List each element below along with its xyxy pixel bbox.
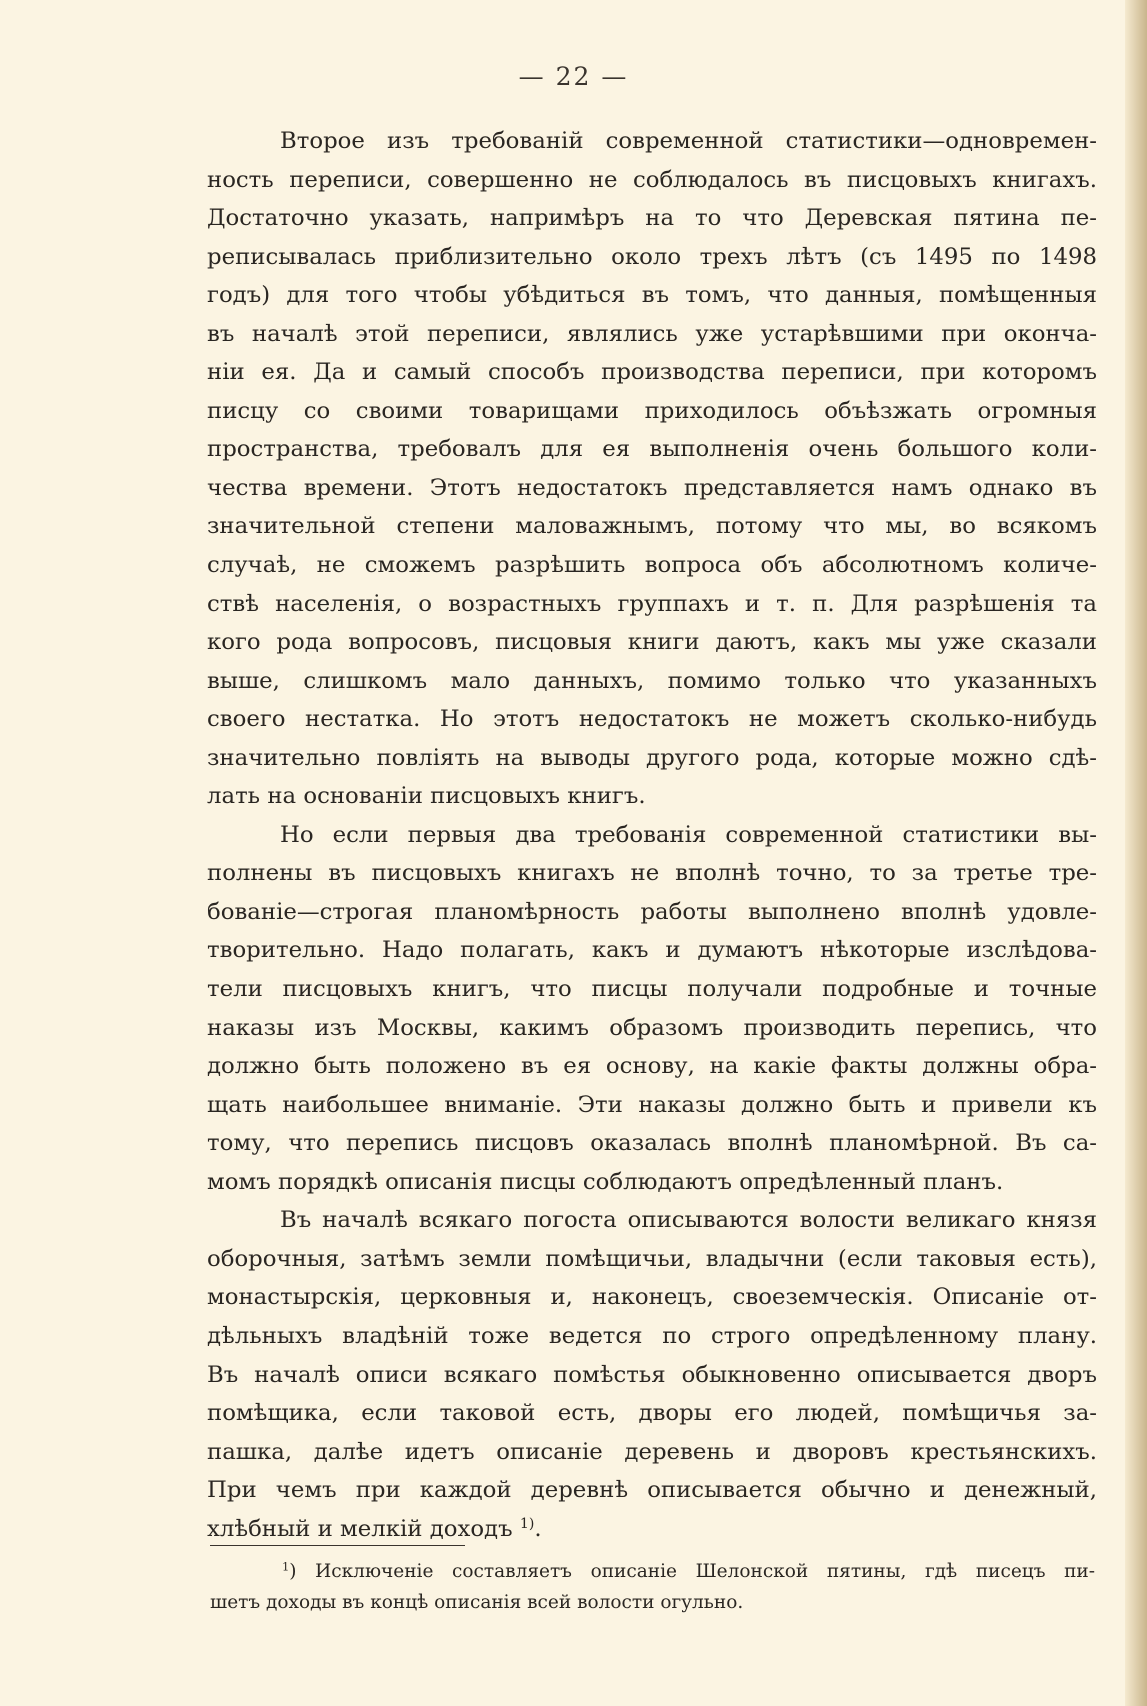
sentence-end: .: [534, 1515, 542, 1542]
text-line: своего нестатка. Но этотъ недостатокъ не можетъ сколько-нибудь: [207, 706, 1097, 733]
footnote-line: шетъ доходы въ концѣ описанія всей волости огульно.: [210, 1592, 744, 1613]
footnote-divider: [210, 1545, 465, 1546]
text-line: тому, что перепись писцовъ оказалась вполнѣ планомѣрной. Въ са-: [207, 1130, 1097, 1157]
text-line: помѣщика, если таковой есть, дворы его людей, помѣщичья за-: [207, 1400, 1097, 1427]
text-line: значительно повліять на выводы другого рода, которые можно сдѣ-: [207, 744, 1097, 771]
body-text: [207, 122, 1097, 1548]
text-line: оборочныя, затѣмъ земли помѣщичьи, владычни (если таковыя есть),: [207, 1245, 1097, 1272]
text-line: значительной степени маловажнымъ, потому что мы, во всякомъ: [207, 513, 1097, 540]
text-line: полнены въ писцовыхъ книгахъ не вполнѣ точно, то за третье тре-: [207, 860, 1097, 887]
text-line: ствѣ населенія, о возрастныхъ группахъ и т. п. Для разрѣшенія та: [207, 590, 1097, 617]
text-line: ность переписи, совершенно не соблюдалось въ писцовыхъ книгахъ.: [207, 166, 1097, 193]
text-line: щать наибольшее вниманіе. Эти наказы должно быть и привели къ: [207, 1091, 1097, 1118]
text-line: Въ началѣ всякаго погоста описываются волости великаго князя: [280, 1207, 1097, 1234]
footnote-marker: 1: [282, 1559, 290, 1574]
text-line: годъ) для того чтобы убѣдиться въ томъ, что данныя, помѣщенныя: [207, 282, 1097, 309]
text-line: въ началѣ этой переписи, являлись уже устарѣвшими при оконча-: [207, 320, 1097, 347]
text-line-final: [207, 1510, 1097, 1549]
footnote-text: ) Исключеніе составляетъ описаніе Шелонской пятины, гдѣ писецъ пи-: [289, 1561, 1095, 1582]
text-line: кого рода вопросовъ, писцовыя книги даютъ, какъ мы уже сказали: [207, 629, 1097, 656]
footnote: [210, 1556, 1095, 1618]
text-line: должно быть положено въ ея основу, на какіе факты должны обра-: [207, 1053, 1097, 1080]
text-line: Въ началѣ описи всякаго помѣстья обыкновенно описывается дворъ: [207, 1361, 1097, 1388]
text-line: чества времени. Этотъ недостатокъ представляется намъ однако въ: [207, 474, 1097, 501]
text-line: писцу со своими товарищами приходилось объѣзжать огромныя: [207, 397, 1097, 424]
text-line: При чемъ при каждой деревнѣ описывается обычно и денежный,: [207, 1477, 1097, 1504]
text-line: лать на основаніи писцовыхъ книгъ.: [207, 783, 646, 810]
footnote-line: [210, 1556, 1095, 1587]
text-line: ніи ея. Да и самый способъ производства переписи, при которомъ: [207, 359, 1097, 386]
text-line: пашка, далѣе идетъ описаніе деревень и дворовъ крестьянскихъ.: [207, 1438, 1097, 1465]
text-line: тели писцовыхъ книгъ, что писцы получали подробные и точные: [207, 976, 1097, 1003]
text-line: пространства, требовалъ для ея выполненія очень большого коли-: [207, 436, 1097, 463]
text-line: бованіе—строгая планомѣрность работы выполнено вполнѣ удовле-: [207, 898, 1097, 925]
text-line: Второе изъ требованій современной статистики—одновремен-: [280, 128, 1097, 154]
text-line: случаѣ, не сможемъ разрѣшить вопроса объ абсолютномъ количе-: [207, 552, 1097, 579]
text-line: наказы изъ Москвы, какимъ образомъ производить перепись, что: [207, 1014, 1097, 1041]
text-line: монастырскія, церковныя и, наконецъ, своеземческія. Описаніе от-: [207, 1284, 1097, 1311]
text-line-content: хлѣбный и мелкій доходъ: [207, 1515, 513, 1542]
footnote-reference-number: 1: [519, 1515, 529, 1532]
text-line: выше, слишкомъ мало данныхъ, помимо только что указанныхъ: [207, 667, 1097, 694]
text-line: реписывалась приблизительно около трехъ лѣтъ (съ 1495 по 1498: [207, 243, 1097, 270]
text-line: момъ порядкѣ описанія писцы соблюдаютъ опредѣленный планъ.: [207, 1168, 1004, 1195]
page-edge-shadow: [1125, 0, 1147, 1706]
footnote-reference: 1): [519, 1515, 535, 1532]
text-line: дѣльныхъ владѣній тоже ведется по строго опредѣленному плану.: [207, 1322, 1097, 1349]
text-line: творительно. Надо полагать, какъ и думаютъ нѣкоторые изслѣдова-: [207, 937, 1097, 964]
text-line: Но если первыя два требованія современной статистики вы-: [280, 821, 1097, 848]
text-line: Достаточно указать, напримѣръ на то что Деревская пятина пе-: [207, 205, 1097, 232]
page-number: — 22 —: [518, 62, 629, 91]
